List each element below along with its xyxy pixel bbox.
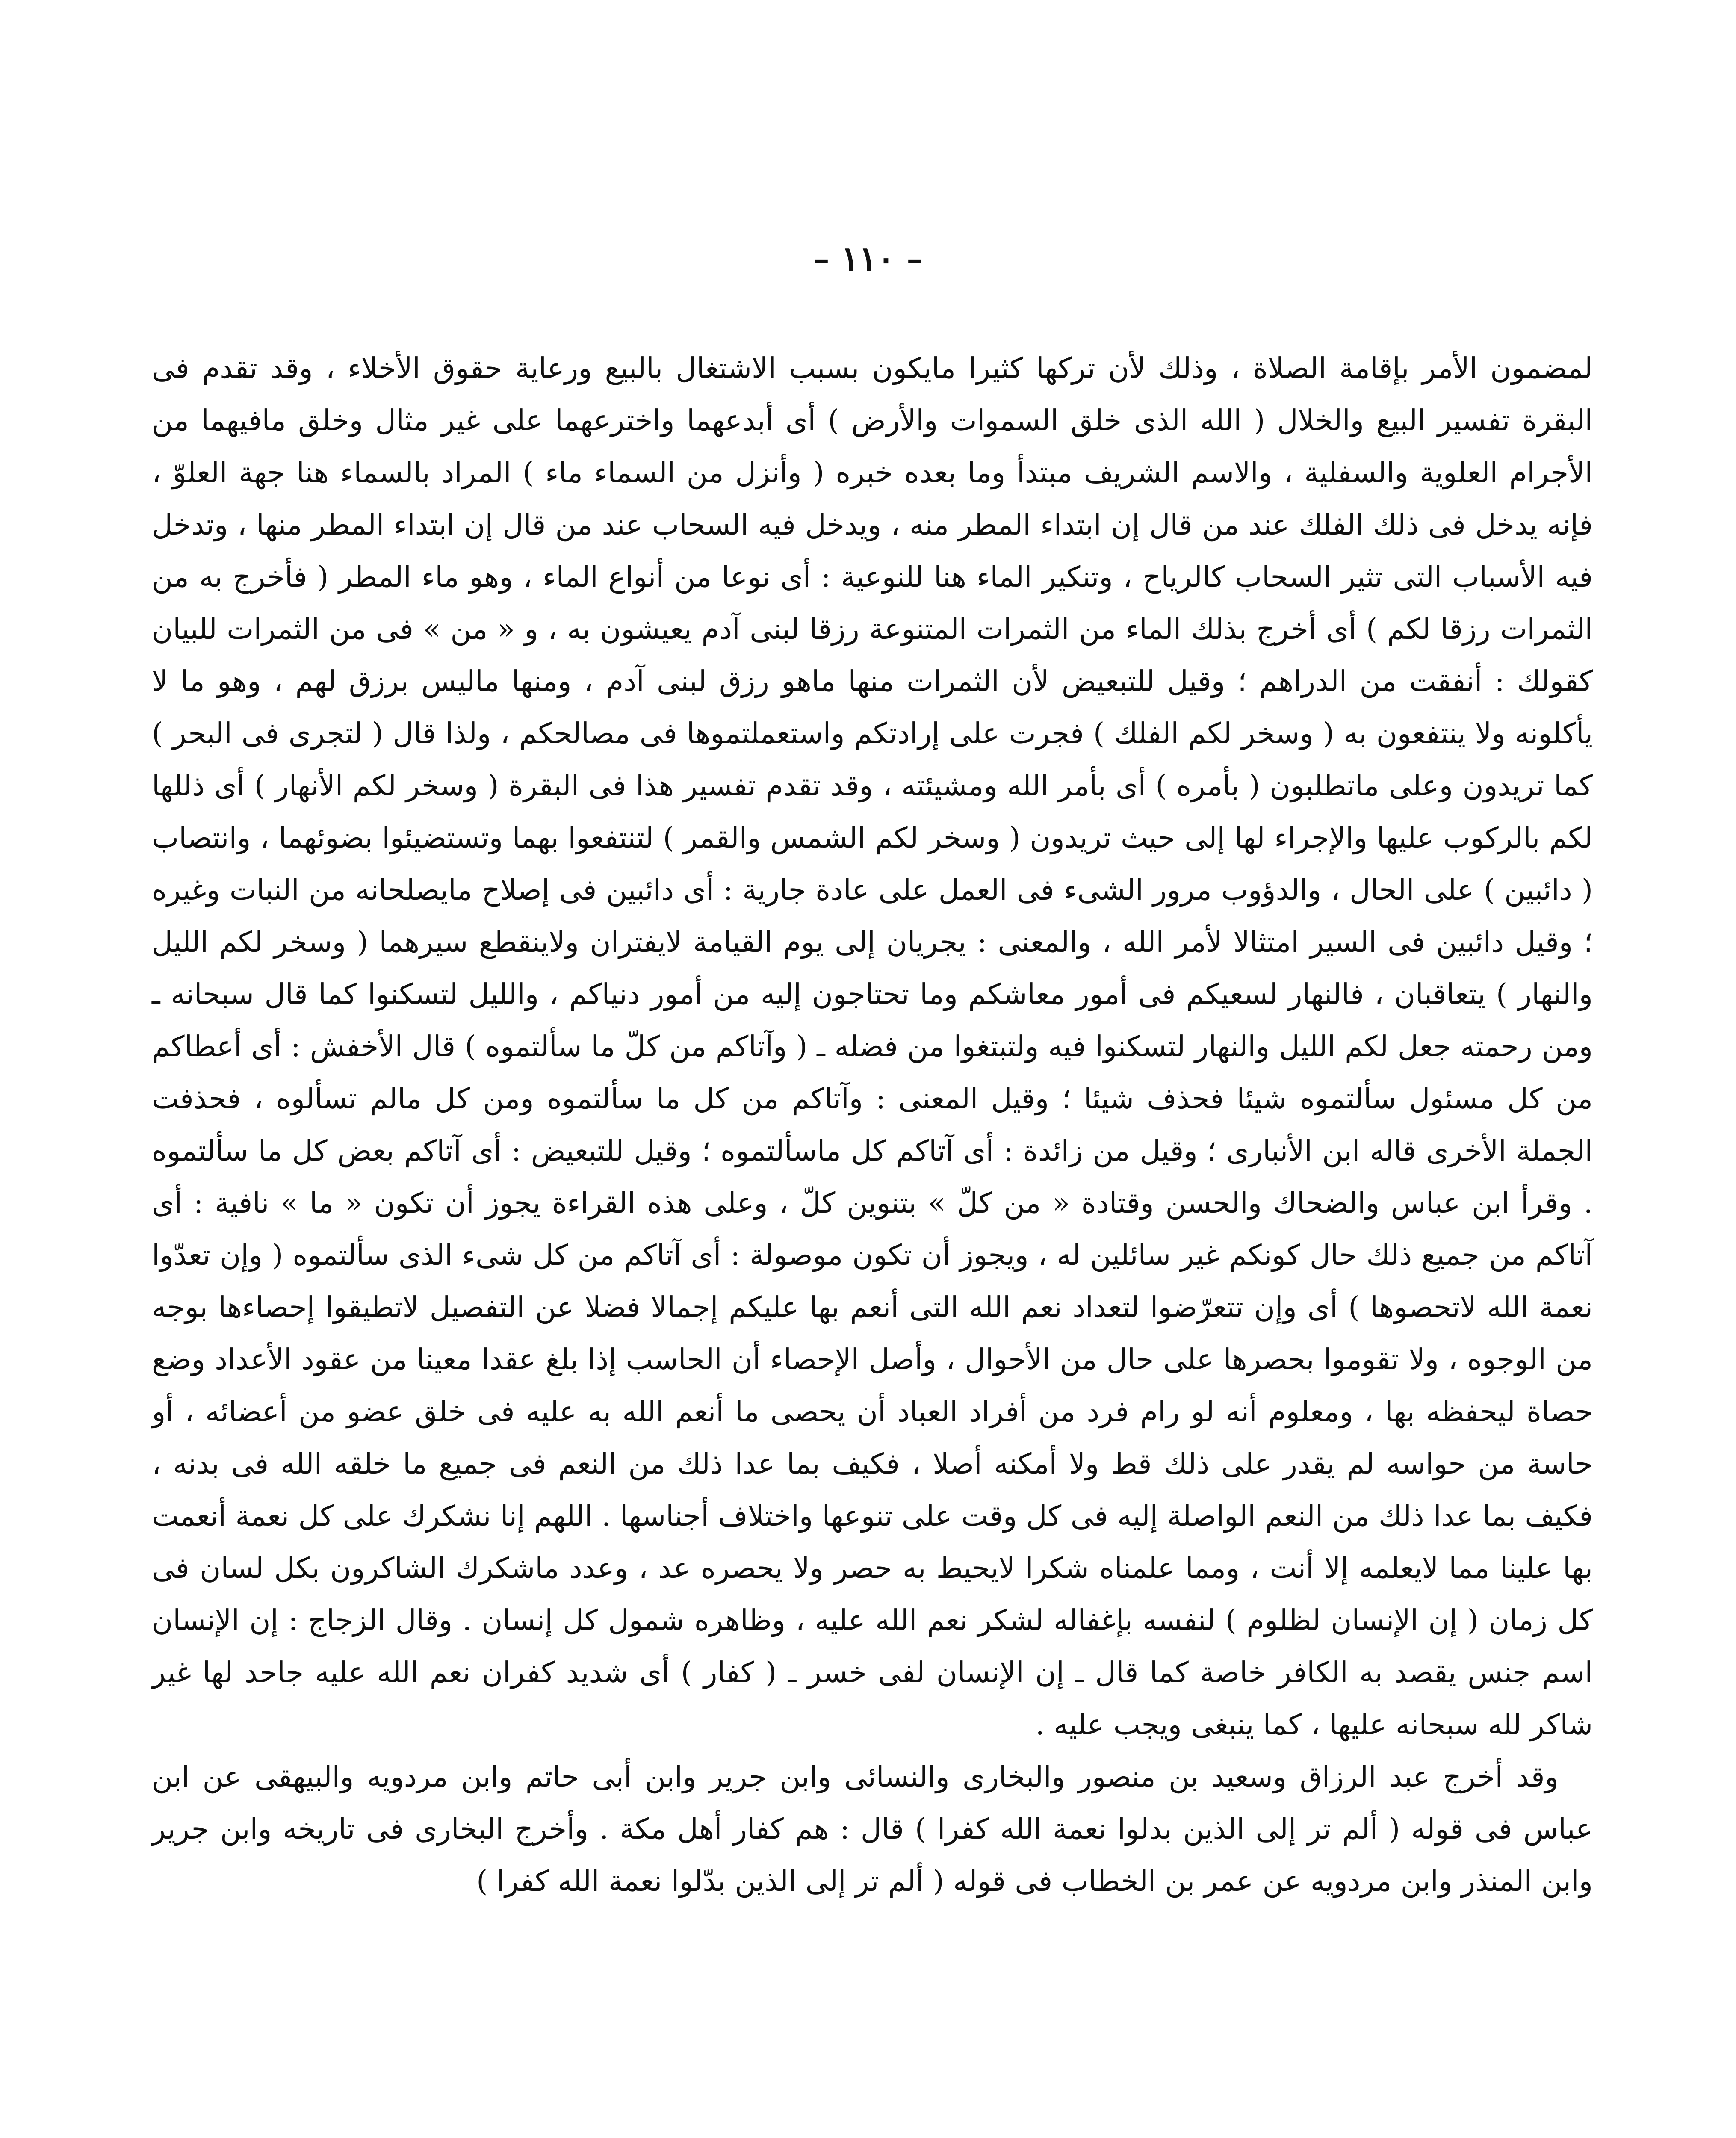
body-text (152, 342, 1593, 1907)
page-number: – ١١٠ – (813, 239, 923, 278)
paragraph-tafsir: لمضمون الأمر بإقامة الصلاة ، وذلك لأن تركها كثيرا مايكون بسبب الاشتغال بالبيع ورعاية حقوق الأخلاء ، وقد تقدم فى البقرة تفسير البيع والخلال ( الله الذى خلق السموات والأرض ) أى أبدعهما واخترعهما على غير مثال وخلق مافيهما من الأجرام العلوية والسفلية ، والاسم الشريف مبتدأ وما بعده خبره ( وأنزل من السماء ماء ) المراد بالسماء هنا جهة العلوّ ، فإنه يدخل فى ذلك الفلك عند من قال إن ابتداء المطر منه ، ويدخل فيه السحاب عند من قال إن ابتداء المطر منها ، وتدخل فيه الأسباب التى تثير السحاب كالرياح ، وتنكير الماء هنا للنوعية : أى نوعا من أنواع الماء ، وهو ماء المطر ( فأخرج به من الثمرات رزقا لكم ) أى أخرج بذلك الماء من الثمرات المتنوعة رزقا لبنى آدم يعيشون به ، و « من » فى من الثمرات للبيان كقولك : أنفقت من الدراهم ؛ وقيل للتبعيض لأن الثمرات منها ماهو رزق لبنى آدم ، ومنها ماليس برزق لهم ، وهو ما لا يأكلونه ولا ينتفعون به ( وسخر لكم الفلك ) فجرت على إرادتكم واستعملتموها فى مصالحكم ، ولذا قال ( لتجرى فى البحر ) كما تريدون وعلى ماتطلبون ( بأمره ) أى بأمر الله ومشيئته ، وقد تقدم تفسير هذا فى البقرة ( وسخر لكم الأنهار ) أى ذللها لكم بالركوب عليها والإجراء لها إلى حيث تريدون ( وسخر لكم الشمس والقمر ) لتنتفعوا بهما وتستضيئوا بضوئهما ، وانتصاب ( دائبين ) على الحال ، والدؤوب مرور الشىء فى العمل على عادة جارية : أى دائبين فى إصلاح مايصلحانه من النبات وغيره ؛ وقيل دائبين فى السير امتثالا لأمر الله ، والمعنى : يجريان إلى يوم القيامة لايفتران ولاينقطع سيرهما ( وسخر لكم الليل والنهار ) يتعاقبان ، فالنهار لسعيكم فى أمور معاشكم وما تحتاجون إليه من أمور دنياكم ، والليل لتسكنوا كما قال سبحانه ـ ومن رحمته جعل لكم الليل والنهار لتسكنوا فيه ولتبتغوا من فضله ـ ( وآتاكم من كلّ ما سألتموه ) قال الأخفش : أى أعطاكم من كل مسئول سألتموه شيئا فحذف شيئا ؛ وقيل المعنى : وآتاكم من كل ما سألتموه ومن كل مالم تسألوه ، فحذفت الجملة الأخرى قاله ابن الأنبارى ؛ وقيل من زائدة : أى آتاكم كل ماسألتموه ؛ وقيل للتبعيض : أى آتاكم بعض كل ما سألتموه . وقرأ ابن عباس والضحاك والحسن وقتادة « من كلّ » بتنوين كلّ ، وعلى هذه القراءة يجوز أن تكون « ما » نافية : أى آتاكم من جميع ذلك حال كونكم غير سائلين له ، ويجوز أن تكون موصولة : أى آتاكم من كل شىء الذى سألتموه ( وإن تعدّوا نعمة الله لاتحصوها ) أى وإن تتعرّضوا لتعداد نعم الله التى أنعم بها عليكم إجمالا فضلا عن التفصيل لاتطيقوا إحصاءها بوجه من الوجوه ، ولا تقوموا بحصرها على حال من الأحوال ، وأصل الإحصاء أن الحاسب إذا بلغ عقدا معينا من عقود الأعداد وضع حصاة ليحفظه بها ، ومعلوم أنه لو رام فرد من أفراد العباد أن يحصى ما أنعم الله به عليه فى خلق عضو من أعضائه ، أو حاسة من حواسه لم يقدر على ذلك قط ولا أمكنه أصلا ، فكيف بما عدا ذلك من النعم فى جميع ما خلقه الله فى بدنه ، فكيف بما عدا ذلك من النعم الواصلة إليه فى كل وقت على تنوعها واختلاف أجناسها . اللهم إنا نشكرك على كل نعمة أنعمت بها علينا مما لايعلمه إلا أنت ، ومما علمناه شكرا لايحيط به حصر ولا يحصره عد ، وعدد ماشكرك الشاكرون بكل لسان فى كل زمان ( إن الإنسان لظلوم ) لنفسه بإغفاله لشكر نعم الله عليه ، وظاهره شمول كل إنسان . وقال الزجاج : إن الإنسان اسم جنس يقصد به الكافر خاصة كما قال ـ إن الإنسان لفى خسر ـ ( كفار ) أى شديد كفران نعم الله عليه جاحد لها غير شاكر لله سبحانه عليها ، كما ينبغى ويجب عليه . (152, 351, 1593, 1741)
paragraph-narrations: وقد أخرج عبد الرزاق وسعيد بن منصور والبخارى والنسائى وابن جرير وابن أبى حاتم وابن مردويه والبيهقى عن ابن عباس فى قوله ( ألم تر إلى الذين بدلوا نعمة الله كفرا ) قال : هم كفار أهل مكة . وأخرج البخارى فى تاريخه وابن جرير وابن المنذر وابن مردويه عن عمر بن الخطاب فى قوله ( ألم تر إلى الذين بدّلوا نعمة الله كفرا ) (152, 1760, 1593, 1898)
